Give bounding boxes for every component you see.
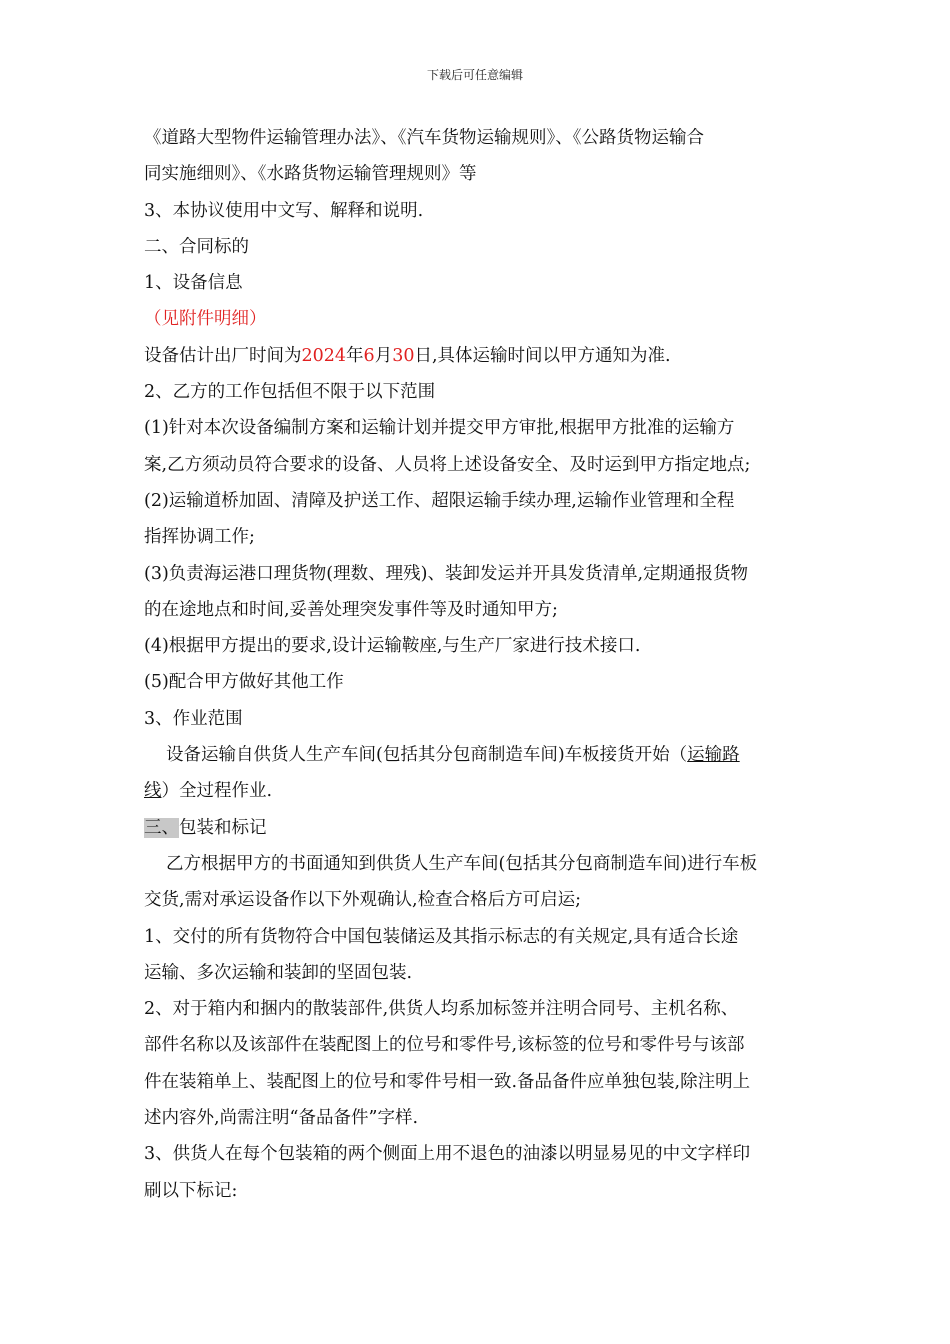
month-value: 6 — [363, 345, 375, 366]
paragraph-line: 件在装箱单上、装配图上的位号和零件号相一致.备品备件应单独包装,除注明上 — [144, 1071, 751, 1092]
paragraph-line: 同实施细则》、《水路货物运输管理规则》等 — [144, 164, 477, 185]
paragraph-line: 设备运输自供货人生产车间(包括其分包商制造车间)车板接货开始（运输路 — [166, 745, 740, 766]
document-body — [144, 120, 810, 1209]
delivery-date-line: 设备估计出厂时间为2024年6月30日,具体运输时间以甲方通知为准. — [144, 345, 671, 366]
subheading-work-scope: 2、乙方的工作包括但不限于以下范围 — [144, 382, 436, 403]
subheading-equipment-info: 1、设备信息 — [144, 273, 243, 294]
paragraph-line: 交货,需对承运设备作以下外观确认,检查合格后方可启运; — [144, 890, 582, 911]
subheading-operation-scope: 3、作业范围 — [144, 708, 243, 729]
day-value: 30 — [392, 345, 415, 366]
paragraph-line: 3、供货人在每个包装箱的两个侧面上用不退色的油漆以明显易见的中文字样印 — [144, 1144, 751, 1165]
section-heading-contract-subject: 二、合同标的 — [144, 236, 249, 257]
clause-3-language: 3、本协议使用中文写、解释和说明. — [144, 200, 424, 221]
section-heading-packaging: 三、包装和标记 — [144, 817, 267, 838]
paragraph-line: 线）全过程作业. — [144, 781, 273, 802]
paragraph-line: 部件名称以及该部件在装配图上的位号和零件号,该标签的位号和零件号与该部 — [144, 1035, 745, 1056]
paragraph-line: 乙方根据甲方的书面通知到供货人生产车间(包括其分包商制造车间)进行车板 — [166, 853, 758, 874]
paragraph-line: (3)负责海运港口理货物(理数、理残)、装卸发运并开具发货清单,定期通报货物 — [144, 563, 749, 584]
paragraph-line: 1、交付的所有货物符合中国包装储运及其指示标志的有关规定,具有适合长途 — [144, 926, 739, 947]
paragraph-line: (4)根据甲方提出的要求,设计运输鞍座,与生产厂家进行技术接口. — [144, 636, 641, 657]
paragraph-line: 运输、多次运输和装卸的坚固包装. — [144, 962, 413, 983]
paragraph-line: 案,乙方须动员符合要求的设备、人员将上述设备安全、及时运到甲方指定地点; — [144, 454, 751, 475]
route-link-text: 运输路 — [687, 745, 740, 766]
paragraph-line: 述内容外,尚需注明“备品备件”字样. — [144, 1108, 419, 1129]
paragraph-line: 刷以下标记: — [144, 1180, 238, 1201]
page-header: 下载后可任意编辑 — [426, 68, 523, 82]
paragraph-line: 《道路大型物件运输管理办法》、《汽车货物运输规则》、《公路货物运输合 — [144, 128, 704, 148]
paragraph-line: (1)针对本次设备编制方案和运输计划并提交甲方审批,根据甲方批准的运输方 — [144, 418, 735, 439]
paragraph-line: (5)配合甲方做好其他工作 — [144, 672, 344, 693]
highlighted-section-number: 三、 — [144, 817, 179, 838]
paragraph-line: (2)运输道桥加固、清障及护送工作、超限运输手续办理,运输作业管理和全程 — [144, 490, 735, 511]
year-value: 2024 — [301, 345, 347, 366]
paragraph-line: 的在途地点和时间,妥善处理突发事件等及时通知甲方; — [144, 599, 558, 620]
paragraph-line: 指挥协调工作; — [144, 527, 255, 548]
route-link-text: 线 — [144, 781, 162, 802]
attachment-note: （见附件明细） — [144, 309, 267, 330]
paragraph-line: 2、对于箱内和捆内的散装部件,供货人均系加标签并注明合同号、主机名称、 — [144, 999, 739, 1020]
